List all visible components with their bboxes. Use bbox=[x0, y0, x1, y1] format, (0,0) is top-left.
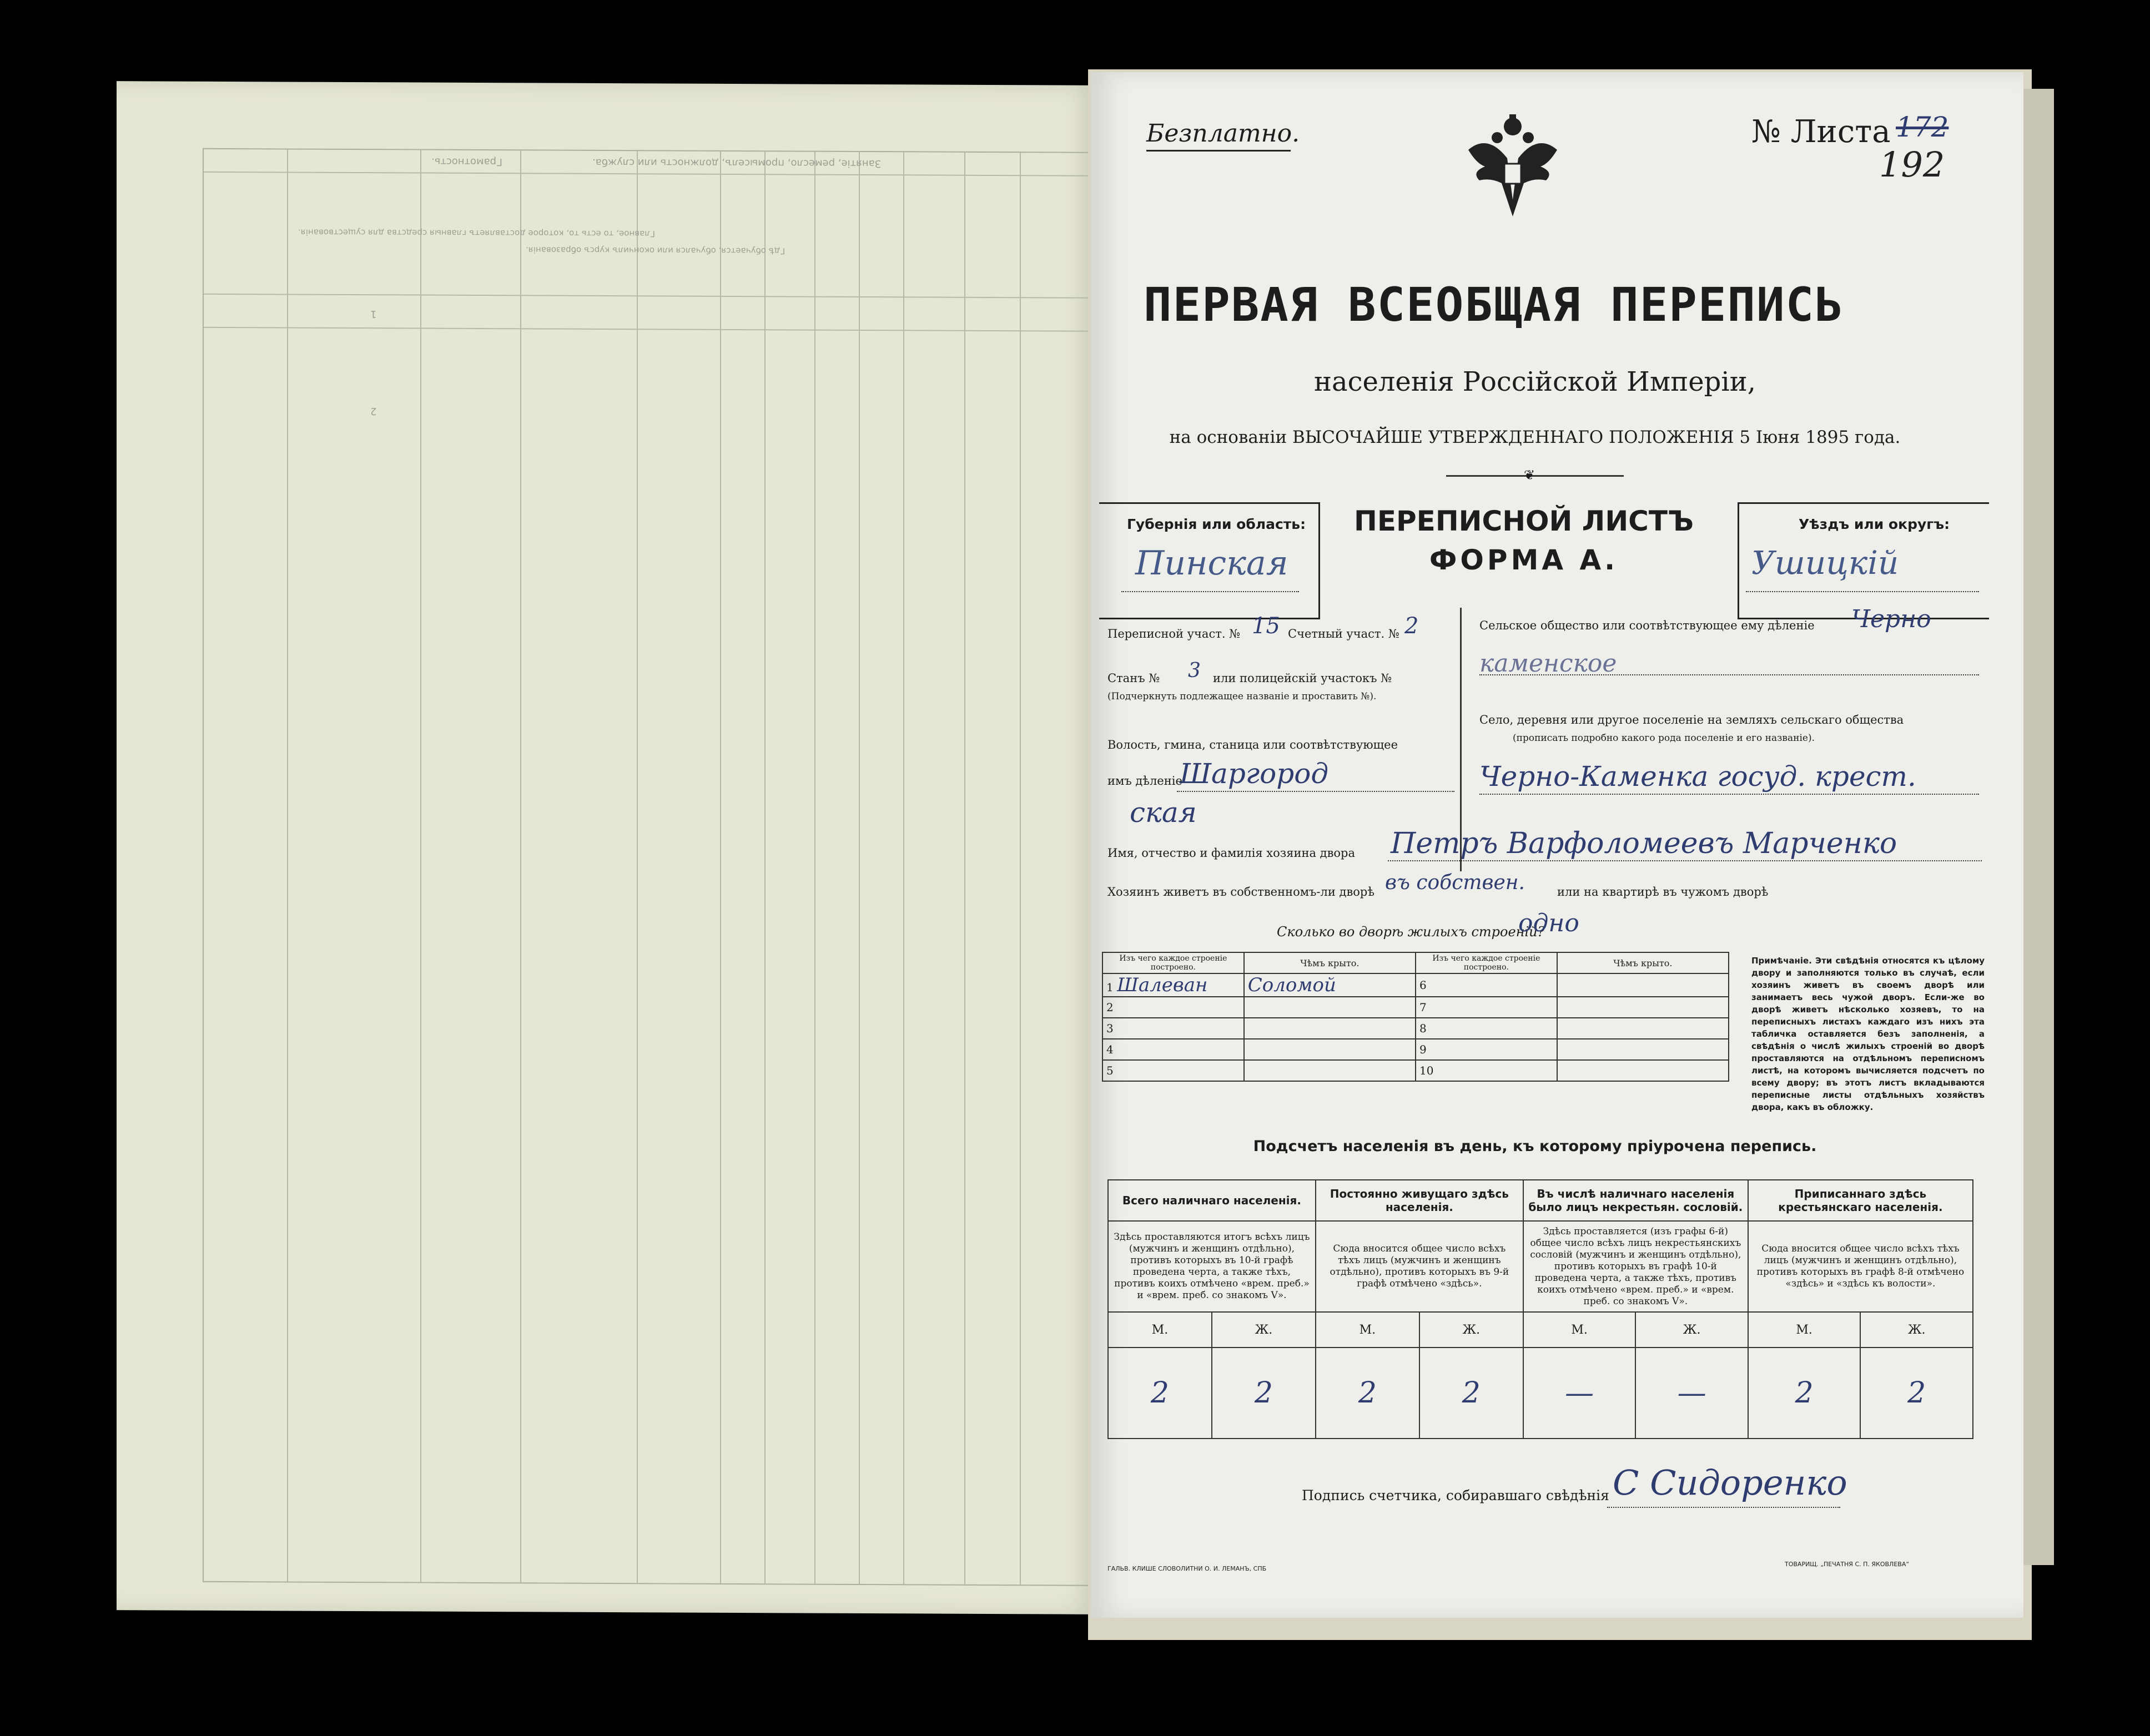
blank-census-table bbox=[203, 148, 1093, 1586]
table-row bbox=[1102, 1060, 1729, 1081]
count-group-header: Приписаннаго здѣсь крестьянскаго населенія. bbox=[1748, 1180, 1973, 1221]
count-value: 2 bbox=[1419, 1348, 1523, 1439]
printer-right: ТОВАРИЩ. „ПЕЧАТНЯ С. П. ЯКОВЛЕВА“ bbox=[1785, 1561, 1910, 1568]
row-number: 2 bbox=[370, 405, 377, 417]
table-cell: 5 bbox=[1102, 1060, 1244, 1081]
volost-value-1: Шаргород bbox=[1180, 758, 1329, 790]
table-header: Чѣмъ крыто. bbox=[1244, 952, 1416, 973]
table-cell bbox=[1244, 1018, 1416, 1039]
sheet-number-old: 172 bbox=[1896, 111, 1949, 143]
table-column-line bbox=[287, 149, 288, 1581]
female-header: Ж. bbox=[1860, 1312, 1973, 1348]
count-value: — bbox=[1635, 1348, 1748, 1439]
census-district-value: 15 bbox=[1252, 613, 1280, 639]
volost-value-2: ская bbox=[1130, 796, 1197, 829]
counting-district-label: Счетный участ. № bbox=[1288, 627, 1399, 640]
population-count-table bbox=[1107, 1179, 1973, 1439]
count-group-header: Въ числѣ наличнаго населенія было лицъ некрестьян. сословій. bbox=[1523, 1180, 1748, 1221]
female-header: Ж. bbox=[1635, 1312, 1748, 1348]
ornament-glyph: ❦ bbox=[1524, 467, 1535, 483]
table-row-line bbox=[204, 294, 1092, 299]
society-value-1: Черно bbox=[1851, 605, 1931, 633]
female-header: Ж. bbox=[1212, 1312, 1316, 1348]
owner-lives-label: Хозяинъ живетъ въ собственномъ-ли дворѣ bbox=[1107, 885, 1375, 899]
volost-label-2: имъ дѣленіе bbox=[1107, 774, 1182, 788]
table-cell bbox=[1557, 1039, 1729, 1060]
table-column-line bbox=[1020, 153, 1021, 1584]
table-column-line bbox=[859, 152, 860, 1584]
count-value: 2 bbox=[1748, 1348, 1861, 1439]
count-value: 2 bbox=[1212, 1348, 1316, 1439]
table-cell bbox=[1557, 1060, 1729, 1081]
table-header: Изъ чего каждое строеніе построено. bbox=[1416, 952, 1557, 973]
table-header: Изъ чего каждое строеніе построено. bbox=[1102, 952, 1244, 973]
sheet-number-label: № Листа bbox=[1751, 114, 1891, 150]
count-group-header: Постоянно живущаго здѣсь населенія. bbox=[1316, 1180, 1523, 1221]
village-label: Село, деревня или другое поселеніе на земляхъ сельскаго общества bbox=[1479, 713, 1904, 726]
census-title: ПЕРВАЯ ВСЕОБЩАЯ ПЕРЕПИСЬ bbox=[1144, 277, 1844, 332]
table-column-line bbox=[814, 152, 815, 1584]
table-column-line bbox=[903, 152, 904, 1584]
table-column-line bbox=[637, 151, 638, 1583]
table-column-line bbox=[720, 152, 721, 1583]
society-label: Сельское общество или соотвѣтствующее ему дѣленіе bbox=[1479, 619, 1815, 632]
gubernia-line bbox=[1121, 591, 1299, 592]
society-value-2: каменское bbox=[1479, 649, 1617, 678]
census-district-label: Переписной участ. № bbox=[1107, 627, 1241, 640]
uezd-value: Ушицкій bbox=[1751, 544, 1899, 582]
owner-name-label: Имя, отчество и фамилія хозяина двора bbox=[1107, 846, 1356, 860]
table-cell: 2 bbox=[1102, 997, 1244, 1018]
village-note: (прописать подробно какого рода поселеніе и его названіе). bbox=[1513, 733, 1815, 744]
count-value: — bbox=[1523, 1348, 1636, 1439]
left-col-header: Грамотность. bbox=[431, 155, 503, 168]
count-title: Подсчетъ населенія въ день, къ которому пріурочена перепись. bbox=[1253, 1138, 1817, 1155]
table-cell: Соломой bbox=[1244, 973, 1416, 997]
count-value: 2 bbox=[1316, 1348, 1419, 1439]
free-underline bbox=[1146, 150, 1291, 152]
buildings-label: Сколько во дворѣ жилыхъ строеній? bbox=[1277, 924, 1545, 940]
table-row-line bbox=[204, 327, 1092, 332]
table-cell: 10 bbox=[1416, 1060, 1557, 1081]
signature-line bbox=[1607, 1507, 1840, 1508]
uezd-line bbox=[1746, 591, 1979, 592]
table-cell: 3 bbox=[1102, 1018, 1244, 1039]
table-row-line bbox=[204, 171, 1092, 176]
table-column-line bbox=[520, 150, 521, 1582]
table-row bbox=[1102, 1039, 1729, 1060]
census-subtitle: населенія Россійской Имперіи, bbox=[1314, 366, 1756, 397]
table-row bbox=[1102, 973, 1729, 997]
table-cell bbox=[1244, 1039, 1416, 1060]
male-header: М. bbox=[1108, 1312, 1212, 1348]
row-number: 1 bbox=[370, 308, 377, 320]
police-district-label: или полицейскій участокъ № bbox=[1213, 672, 1392, 685]
table-cell: 6 bbox=[1416, 973, 1557, 997]
table-cell bbox=[1244, 997, 1416, 1018]
village-line bbox=[1479, 794, 1979, 795]
census-basis: на основаніи ВЫСОЧАЙШЕ УТВЕРЖДЕННАГО ПОЛОЖЕНІЯ 5 Іюня 1895 года. bbox=[1169, 427, 1901, 447]
stan-label: Станъ № bbox=[1107, 672, 1160, 685]
left-col-header: Гдѣ обучается, обучался или окончилъ курсъ образованія. bbox=[526, 245, 786, 256]
male-header: М. bbox=[1748, 1312, 1861, 1348]
free-label: Безплатно. bbox=[1146, 119, 1300, 148]
uezd-label: Уѣздъ или округъ: bbox=[1799, 516, 1950, 532]
table-header: Чѣмъ крыто. bbox=[1557, 952, 1729, 973]
table-row bbox=[1102, 997, 1729, 1018]
table-column-line bbox=[420, 150, 421, 1582]
count-group-desc: Сюда вносится общее число всѣхъ тѣхъ лицъ (мужчинъ и женщинъ отдѣльно), противъ которыхъ въ 9-й графѣ отмѣчено «здѣсь». bbox=[1316, 1221, 1523, 1312]
gubernia-label: Губернія или область: bbox=[1127, 516, 1306, 532]
count-value: 2 bbox=[1108, 1348, 1212, 1439]
count-group-desc: Сюда вносится общее число всѣхъ тѣхъ лицъ (мужчинъ и женщинъ отдѣльно), противъ которыхъ въ графѣ 8-й отмѣчено «здѣсь» и «здѣсь къ волости». bbox=[1748, 1221, 1973, 1312]
owner-name-value: Петръ Варфоломеевъ Марченко bbox=[1391, 827, 1897, 860]
table-cell bbox=[1557, 997, 1729, 1018]
volost-line bbox=[1177, 791, 1454, 792]
counting-district-value: 2 bbox=[1404, 613, 1419, 639]
table-column-line bbox=[764, 152, 766, 1583]
table-column-line bbox=[964, 153, 965, 1584]
table-cell: 4 bbox=[1102, 1039, 1244, 1060]
signature-label: Подпись счетчика, собиравшаго свѣдѣнія bbox=[1302, 1487, 1609, 1503]
signature-value: С Сидоренко bbox=[1613, 1462, 1847, 1503]
note-text: Примѣчаніе. Эти свѣдѣнія относятся къ цѣлому двору и заполняются только въ случаѣ, если хозяинъ живетъ въ своемъ дворѣ или занимаетъ весь чужой дворъ. Если-же во дворѣ живетъ нѣсколько хозяевъ, то на переписныхъ листахъ каждаго изъ нихъ эта табличка оставляется безъ заполненія, а свѣдѣнія о числѣ жилыхъ строеній во дворѣ проставляются на отдѣльномъ переписномъ листѣ, на которомъ вычисляется подсчетъ по всему двору; въ этотъ листъ вкладываются переписные листы отдѣльныхъ хозяйствъ двора, какъ въ обложку. bbox=[1751, 956, 1985, 1112]
buildings-table bbox=[1102, 952, 1729, 1082]
table-cell bbox=[1244, 1060, 1416, 1081]
form-subtitle: ФОРМА А. bbox=[1429, 544, 1619, 576]
stan-value: 3 bbox=[1188, 659, 1201, 682]
count-group-desc: Здѣсь проставляется (изъ графы 6-й) общее число всѣхъ лицъ некрестьянскихъ сословій (мужчинъ и женщинъ отдѣльно), противъ которыхъ въ графѣ 10-й проведена черта, а также тѣхъ, противъ коихъ отмѣчено «врем. преб.» и «врем. преб. со знакомъ V». bbox=[1523, 1221, 1748, 1312]
owner-lives-value: въ собствен. bbox=[1385, 871, 1525, 894]
count-group-header: Всего наличнаго населенія. bbox=[1108, 1180, 1316, 1221]
female-header: Ж. bbox=[1419, 1312, 1523, 1348]
form-title: ПЕРЕПИСНОЙ ЛИСТЪ bbox=[1354, 505, 1694, 537]
gubernia-value: Пинская bbox=[1135, 544, 1288, 583]
table-cell: 7 bbox=[1416, 997, 1557, 1018]
table-cell bbox=[1557, 1018, 1729, 1039]
stan-note: (Подчеркнуть подлежащее названіе и проставить №). bbox=[1107, 691, 1377, 702]
left-col-header: Главное, то есть то, которое доставляетъ главныя средства для существованія. bbox=[298, 227, 655, 239]
imperial-eagle-emblem bbox=[1457, 111, 1568, 222]
table-cell: 8 bbox=[1416, 1018, 1557, 1039]
count-group-desc: Здѣсь проставляются итогъ всѣхъ лицъ (мужчинъ и женщинъ отдѣльно), противъ которыхъ въ 10-й графѣ проведена черта, а также тѣхъ, противъ коихъ отмѣчено «врем. преб.» и «врем. преб. со знакомъ V». bbox=[1108, 1221, 1316, 1312]
left-page bbox=[117, 81, 1099, 1614]
owner-lives-label-2: или на квартирѣ въ чужомъ дворѣ bbox=[1557, 885, 1769, 899]
buildings-value: одно bbox=[1518, 909, 1579, 937]
table-cell: 1 Шалеван bbox=[1102, 973, 1244, 997]
printer-left: ГАЛЬВ. КЛИШЕ СЛОВОЛИТНИ О. И. ЛЕМАНЪ, СПБ bbox=[1107, 1565, 1267, 1572]
sheet-number-new: 192 bbox=[1879, 144, 1945, 185]
table-row bbox=[1102, 1018, 1729, 1039]
volost-label-1: Волость, гмина, станица или соотвѣтствующее bbox=[1107, 738, 1398, 751]
table-cell: 9 bbox=[1416, 1039, 1557, 1060]
table-cell bbox=[1557, 973, 1729, 997]
census-form-page bbox=[1091, 72, 2023, 1618]
left-col-header: Занятіе, ремесло, промыселъ, должность или служба. bbox=[592, 156, 882, 170]
village-value: Черно-Каменка госуд. крест. bbox=[1479, 760, 1916, 793]
count-value: 2 bbox=[1860, 1348, 1973, 1439]
male-header: М. bbox=[1523, 1312, 1636, 1348]
male-header: М. bbox=[1316, 1312, 1419, 1348]
owner-name-line bbox=[1388, 860, 1982, 861]
society-line bbox=[1479, 674, 1979, 675]
